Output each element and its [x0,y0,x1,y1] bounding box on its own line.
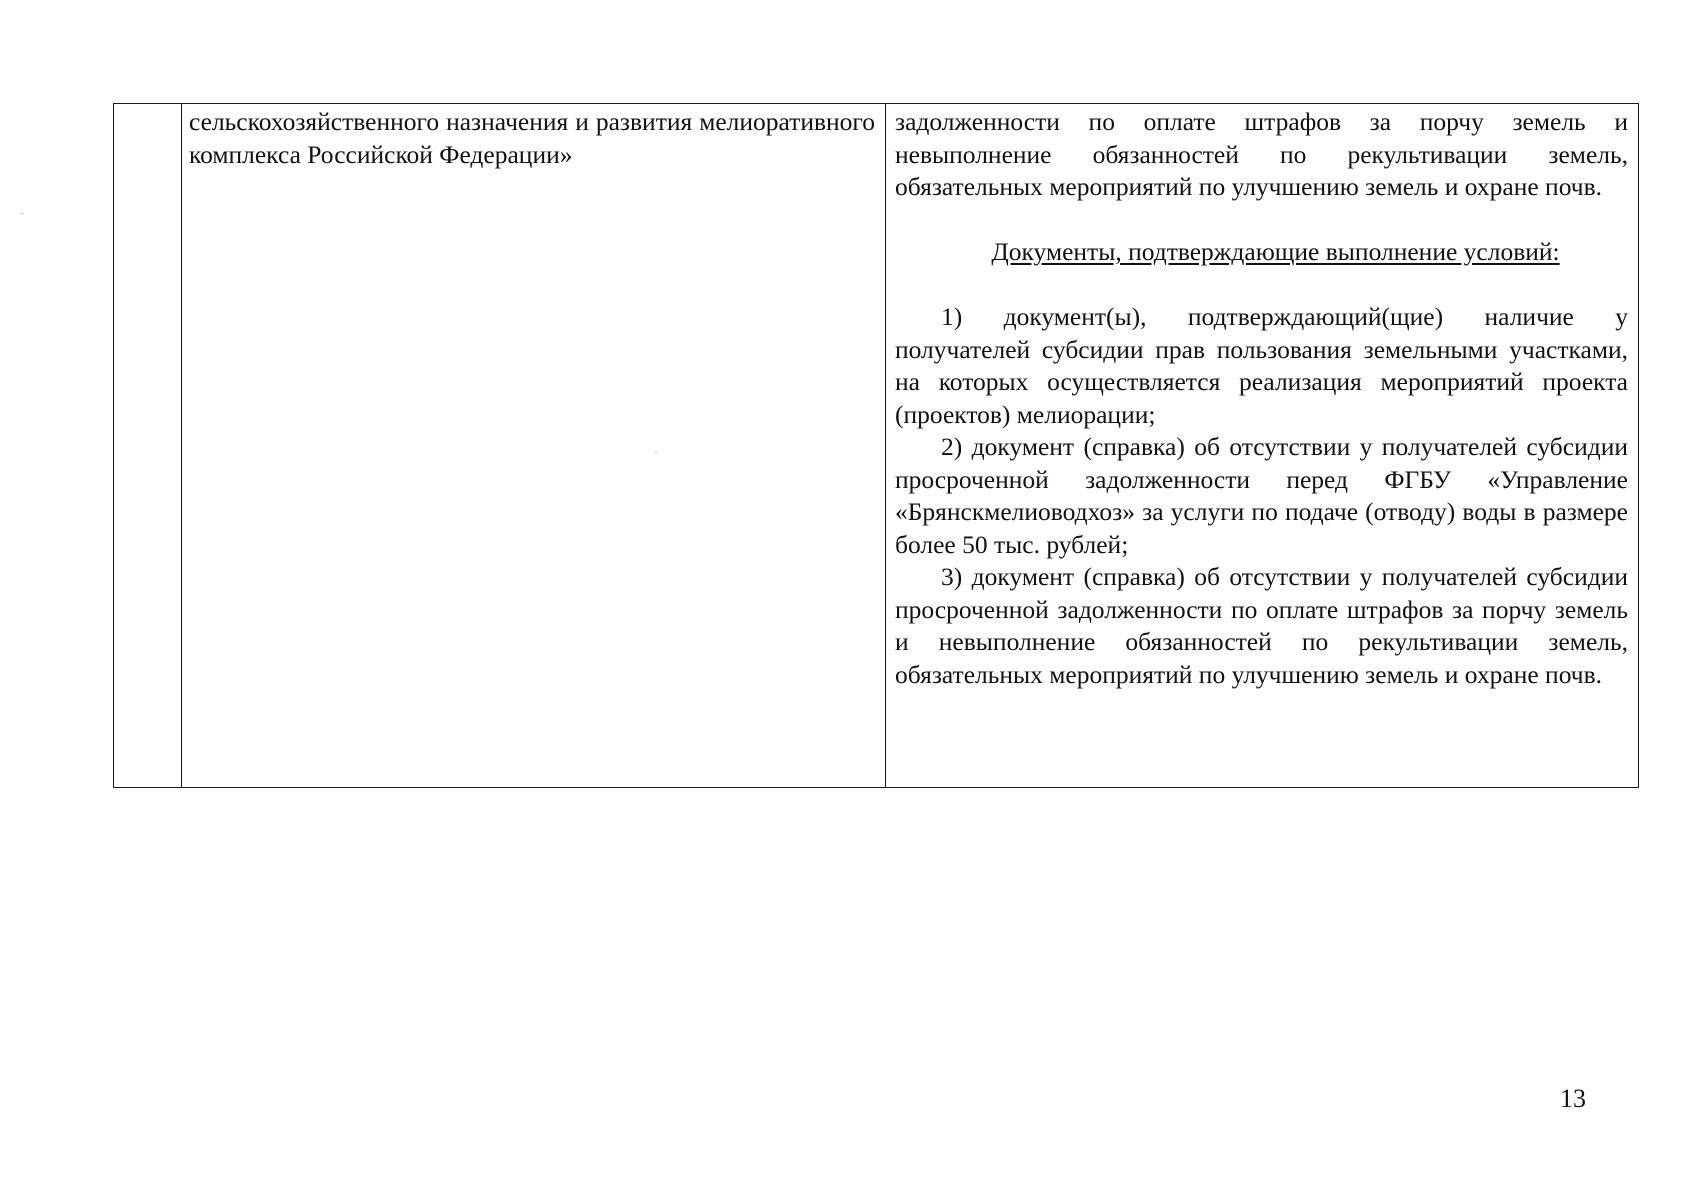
row-name-text: сельскохозяйственного назначения и развития мелиоративного комплекса Российской Федерации» [189,107,875,169]
documents-heading: Документы, подтверждающие выполнение условий: [991,237,1560,266]
row-name-cell [182,104,886,788]
scan-speck [655,452,657,453]
page-number: 13 [1560,1084,1586,1113]
conditions-intro-text: задолженности по оплате штрафов за порчу земель и невыполнение обязанностей по рекультивации земель, обязательных мероприятий по улучшению земель и охране почв. [895,107,1628,201]
document-item-3: 3) документ (справка) об отсутствии у получателей субсидии просроченной задолженности по оплате штрафов за порчу земель и невыполнение обязанностей по рекультивации земель, обязательных мероприятий по улучшению земель и охране почв. [895,562,1628,689]
document-item-2: 2) документ (справка) об отсутствии у получателей субсидии просроченной задолженности перед ФГБУ «Управление «Брянскмелиоводхоз» за услуги по подаче (отводу) воды в размере более 50 тыс. рублей; [895,432,1628,559]
subsidy-conditions-table [113,103,1639,788]
table-row [114,104,1639,788]
row-number-cell [114,104,182,788]
document-item-1: 1) документ(ы), подтверждающий(щие) наличие у получателей субсидии прав пользования земельными участками, на которых осуществляется реализация мероприятий проекта (проектов) мелиорации; [895,302,1628,429]
row-conditions-cell [886,104,1639,788]
scan-speck [21,213,23,214]
